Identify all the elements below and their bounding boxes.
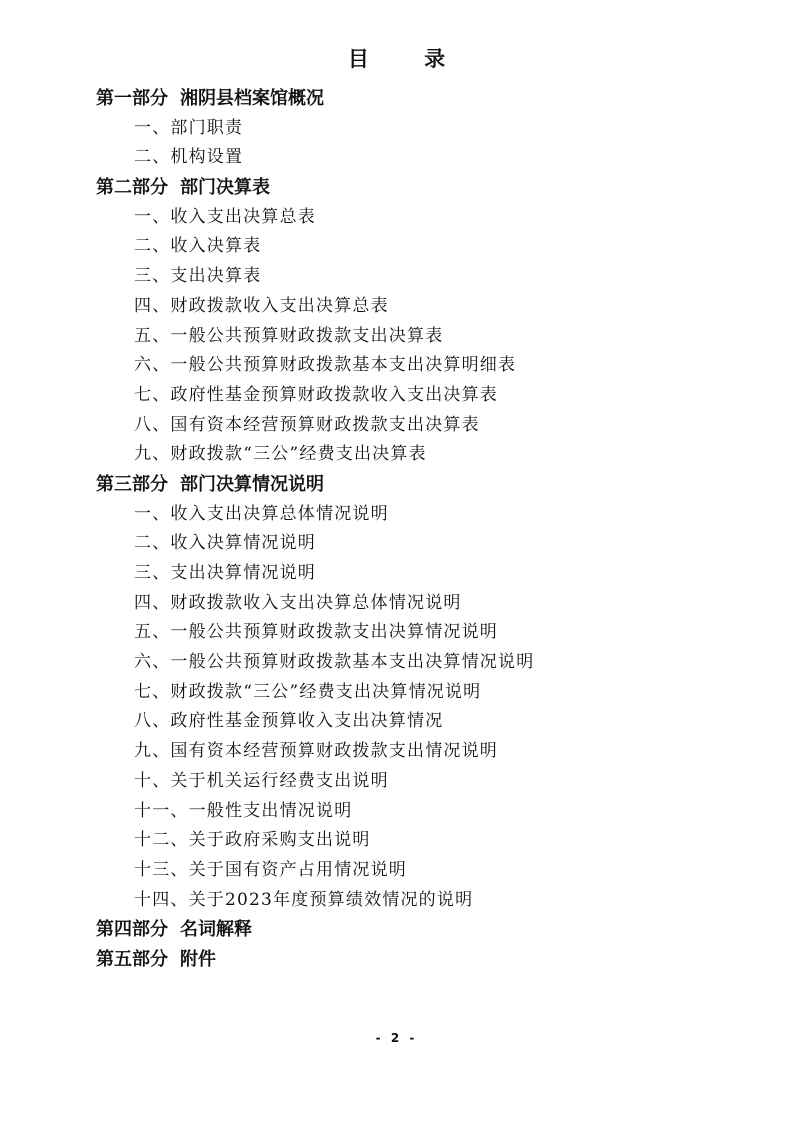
part-number: 第三部分: [96, 473, 168, 495]
toc-entry: 六、一般公共预算财政拨款基本支出决算情况说明: [134, 652, 535, 673]
toc-entry: 十二、关于政府采购支出说明: [134, 830, 371, 851]
part-number: 第一部分: [96, 88, 168, 109]
toc-entry: 七、政府性基金预算财政拨款收入支出决算表: [134, 384, 498, 405]
part-2: [0, 173, 793, 470]
toc-entry: 二、收入决算情况说明: [134, 533, 316, 554]
toc-entry: 十一、一般性支出情况说明: [134, 800, 353, 821]
part-number: 第四部分: [96, 919, 168, 941]
toc-entry: 八、国有资本经营预算财政拨款支出决算表: [134, 414, 480, 435]
part-name: 名词解释: [180, 919, 252, 941]
part-number: 第二部分: [96, 177, 168, 199]
part-4: [0, 915, 793, 945]
toc-entry: 四、财政拨款收入支出决算总体情况说明: [134, 592, 462, 613]
toc-entry: 九、财政拨款“三公”经费支出决算表: [134, 444, 427, 465]
part-name: 附件: [180, 948, 216, 970]
part-heading: [0, 945, 793, 975]
part-heading: [0, 84, 793, 114]
toc-entry: 一、收入支出决算总表: [134, 206, 316, 227]
toc-entry: 五、一般公共预算财政拨款支出决算情况说明: [134, 622, 498, 643]
part-items: [0, 500, 793, 916]
toc-entry: 五、一般公共预算财政拨款支出决算表: [134, 325, 444, 346]
part-3: [0, 470, 793, 915]
page-number: - 2 -: [375, 1031, 418, 1045]
page-title: 目 录: [347, 47, 470, 71]
toc-entry: 九、国有资本经营预算财政拨款支出情况说明: [134, 741, 498, 762]
toc-entry: 八、政府性基金预算收入支出决算情况: [134, 711, 444, 732]
table-of-contents: [0, 84, 793, 975]
part-heading: [0, 173, 793, 203]
part-name: 部门决算情况说明: [180, 473, 324, 495]
part-heading: [0, 915, 793, 945]
part-name: 湘阴县档案馆概况: [180, 88, 324, 109]
toc-entry: 二、机构设置: [134, 147, 244, 168]
part-5: [0, 945, 793, 975]
toc-entry: 十三、关于国有资产占用情况说明: [134, 859, 407, 880]
part-1: [0, 84, 793, 173]
toc-entry: 二、收入决算表: [134, 236, 262, 257]
part-items: [0, 114, 793, 173]
part-items: [0, 203, 793, 470]
part-number: 第五部分: [96, 948, 168, 970]
toc-entry: 一、部门职责: [134, 117, 244, 138]
toc-entry: 十、关于机关运行经费支出说明: [134, 770, 389, 791]
part-heading: [0, 470, 793, 500]
toc-entry: 十四、关于2023年度预算绩效情况的说明: [134, 889, 474, 910]
toc-entry: 三、支出决算情况说明: [134, 563, 316, 583]
toc-entry: 七、财政拨款“三公”经费支出决算情况说明: [134, 681, 482, 702]
toc-entry: 六、一般公共预算财政拨款基本支出决算明细表: [134, 355, 517, 376]
toc-entry: 一、收入支出决算总体情况说明: [134, 503, 389, 524]
toc-entry: 四、财政拨款收入支出决算总表: [134, 295, 389, 316]
toc-entry: 三、支出决算表: [134, 266, 262, 287]
part-name: 部门决算表: [180, 177, 270, 199]
